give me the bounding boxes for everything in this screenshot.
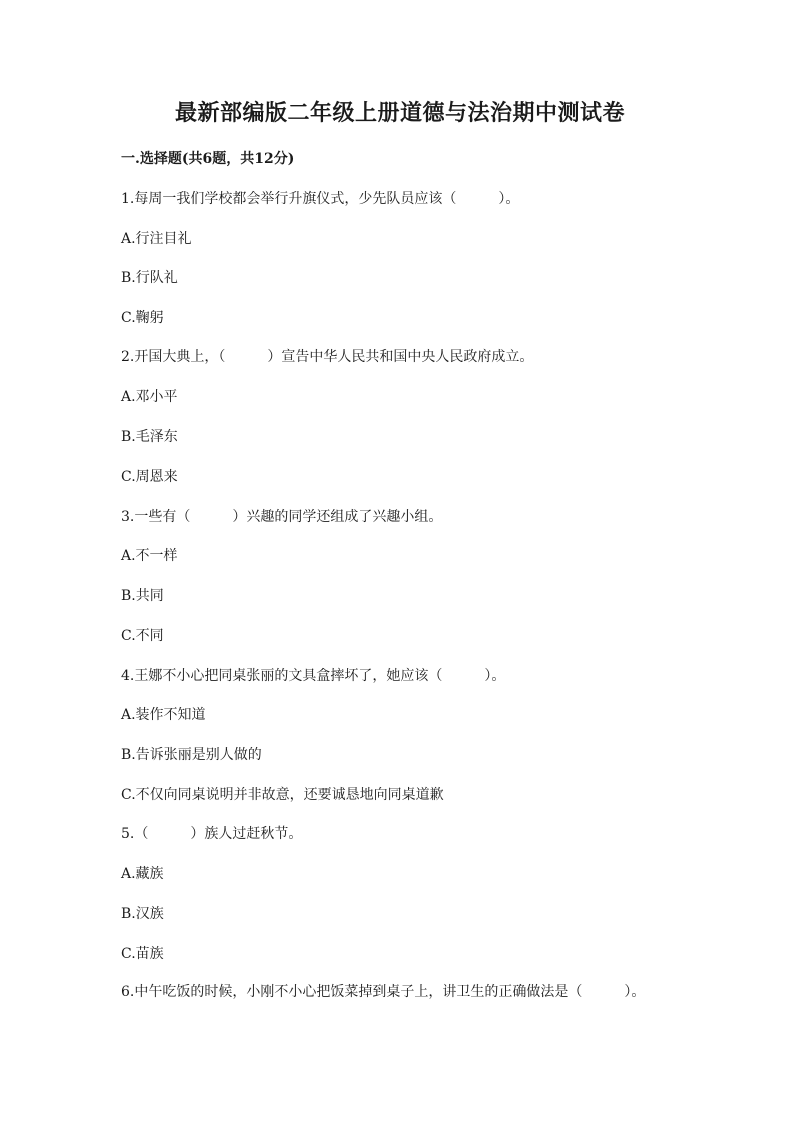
question-2-option-b: B.毛泽东	[121, 429, 178, 445]
question-4-stem: 4.王娜不小心把同桌张丽的文具盒摔坏了，她应该（ ）。	[121, 668, 506, 684]
question-1-option-b: B.行队礼	[121, 270, 178, 286]
question-1-option-c: C.鞠躬	[121, 310, 164, 326]
question-1-stem: 1.每周一我们学校都会举行升旗仪式，少先队员应该（ ）。	[121, 191, 520, 207]
question-5-option-c: C.苗族	[121, 946, 164, 962]
question-3-option-c: C.不同	[121, 628, 164, 644]
question-5-option-b: B.汉族	[121, 906, 164, 922]
question-1-option-a: A.行注目礼	[121, 231, 192, 247]
question-6-stem: 6.中午吃饭的时候，小刚不小心把饭菜掉到桌子上，讲卫生的正确做法是（ ）。	[121, 984, 646, 1000]
section-heading: 一.选择题(共6题，共12分)	[121, 151, 295, 167]
question-4-option-a: A.装作不知道	[121, 707, 206, 723]
question-2-option-a: A.邓小平	[121, 389, 178, 405]
exam-title: 最新部编版二年级上册道德与法治期中测试卷	[174, 100, 625, 126]
question-4-option-c: C.不仅向同桌说明并非故意，还要诚恳地向同桌道歉	[121, 787, 444, 803]
question-3-option-a: A.不一样	[121, 548, 178, 564]
question-3-stem: 3.一些有（ ）兴趣的同学还组成了兴趣小组。	[121, 509, 443, 525]
question-4-option-b: B.告诉张丽是别人做的	[121, 747, 262, 763]
question-2-option-c: C.周恩来	[121, 469, 178, 485]
question-2-stem: 2.开国大典上，（ ）宣告中华人民共和国中央人民政府成立。	[121, 349, 534, 365]
question-5-option-a: A.藏族	[121, 866, 164, 882]
question-3-option-b: B.共同	[121, 588, 164, 604]
question-5-stem: 5.（ ）族人过赶秋节。	[121, 826, 303, 842]
